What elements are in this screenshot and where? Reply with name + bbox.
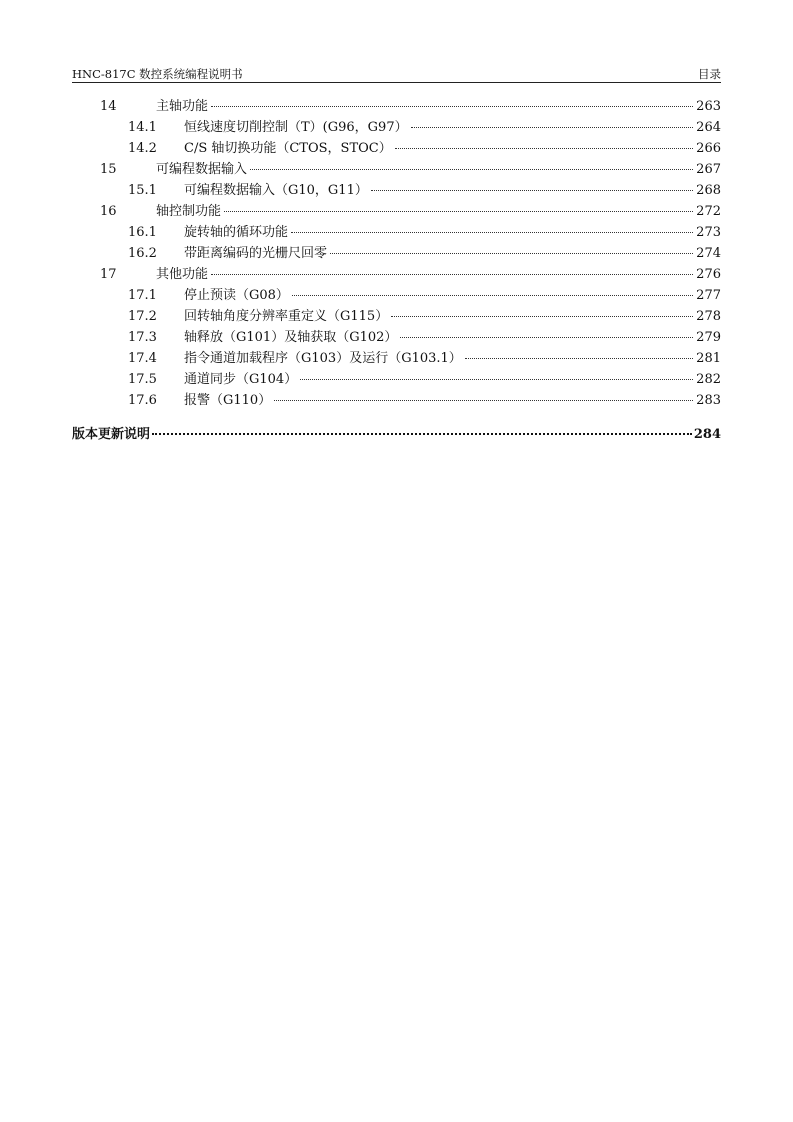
- section-name: 目录: [698, 67, 721, 81]
- dot-leader: [330, 253, 693, 254]
- toc-entry-17-5[interactable]: [72, 369, 721, 390]
- toc-title: 轴释放（G101）及轴获取（G102）: [184, 330, 398, 345]
- toc-page-number: 278: [696, 309, 721, 324]
- toc-page-number: 266: [696, 141, 721, 156]
- toc-entry-17-1[interactable]: [72, 285, 721, 306]
- toc-page-number: 279: [696, 330, 721, 345]
- toc-page-number: 274: [696, 246, 721, 261]
- toc-entry-17-3[interactable]: [72, 327, 721, 348]
- page-header: [72, 60, 721, 83]
- toc-entry-15-1[interactable]: [72, 180, 721, 201]
- toc-number: 17.1: [128, 288, 157, 303]
- toc-page-number: 273: [696, 225, 721, 240]
- toc-title: 主轴功能: [156, 99, 209, 114]
- toc-page-number: 281: [696, 351, 721, 366]
- toc-title: 指令通道加载程序（G103）及运行（G103.1）: [184, 351, 462, 366]
- document-title: HNC-817C 数控系统编程说明书: [72, 67, 243, 81]
- toc-entry-14-2[interactable]: [72, 138, 721, 159]
- toc-page-number: 264: [696, 120, 721, 135]
- toc-entry-17[interactable]: [72, 264, 721, 285]
- dot-leader: [250, 169, 693, 170]
- toc-title: 其他功能: [156, 267, 209, 282]
- toc-number: 17.3: [128, 330, 157, 345]
- dot-leader: [395, 148, 693, 149]
- dot-leader: [291, 232, 693, 233]
- toc-title: 恒线速度切削控制（T）(G96，G97）: [184, 120, 408, 135]
- toc-number: 17.6: [128, 393, 157, 408]
- toc-title: 停止预读（G08）: [184, 288, 289, 303]
- toc-page-number: 282: [696, 372, 721, 387]
- toc-number: 14.2: [128, 141, 157, 156]
- dot-leader: [274, 400, 693, 401]
- dot-leader: [465, 358, 693, 359]
- toc-number: 14: [100, 99, 117, 114]
- toc-number: 15: [100, 162, 117, 177]
- toc-entry-14-1[interactable]: [72, 117, 721, 138]
- toc-number: 14.1: [128, 120, 157, 135]
- toc-title: 回转轴角度分辨率重定义（G115）: [184, 309, 389, 324]
- toc-entry-17-2[interactable]: [72, 306, 721, 327]
- toc-number: 17.2: [128, 309, 157, 324]
- toc-page-number: 277: [696, 288, 721, 303]
- toc-title: 旋转轴的循环功能: [184, 225, 289, 240]
- toc-number: 17: [100, 267, 117, 282]
- dot-leader: [371, 190, 693, 191]
- toc-entry-14[interactable]: [72, 96, 721, 117]
- table-of-contents: [72, 96, 721, 411]
- toc-title: 报警（G110）: [184, 393, 272, 408]
- toc-title: C/S 轴切换功能（CTOS，STOC）: [184, 141, 392, 156]
- dot-leader: [211, 274, 693, 275]
- dot-leader: [400, 337, 693, 338]
- toc-entry-16-2[interactable]: [72, 243, 721, 264]
- toc-number: 16.1: [128, 225, 157, 240]
- toc-page-number: 283: [696, 393, 721, 408]
- dot-leader: [292, 295, 693, 296]
- dot-leader: [152, 433, 692, 435]
- dot-leader: [411, 127, 694, 128]
- toc-title: 版本更新说明: [72, 427, 151, 442]
- toc-entry-16[interactable]: [72, 201, 721, 222]
- toc-number: 17.5: [128, 372, 157, 387]
- toc-entry-17-6[interactable]: [72, 390, 721, 411]
- toc-page-number: 268: [696, 183, 721, 198]
- toc-title: 轴控制功能: [156, 204, 222, 219]
- toc-page-number: 276: [696, 267, 721, 282]
- toc-number: 16: [100, 204, 117, 219]
- toc-entry-16-1[interactable]: [72, 222, 721, 243]
- toc-page-number: 272: [696, 204, 721, 219]
- toc-number: 16.2: [128, 246, 157, 261]
- toc-page-number: 284: [693, 427, 721, 442]
- toc-number: 15.1: [128, 183, 157, 198]
- toc-number: 17.4: [128, 351, 157, 366]
- toc-title: 可编程数据输入: [156, 162, 248, 177]
- dot-leader: [211, 106, 693, 107]
- dot-leader: [300, 379, 693, 380]
- toc-entry-version-notes[interactable]: [72, 424, 721, 445]
- toc-page-number: 263: [696, 99, 721, 114]
- toc-title: 带距离编码的光栅尺回零: [184, 246, 328, 261]
- toc-page-number: 267: [696, 162, 721, 177]
- toc-entry-15[interactable]: [72, 159, 721, 180]
- dot-leader: [391, 316, 693, 317]
- toc-title: 可编程数据输入（G10，G11）: [184, 183, 368, 198]
- toc-entry-17-4[interactable]: [72, 348, 721, 369]
- dot-leader: [224, 211, 693, 212]
- toc-title: 通道同步（G104）: [184, 372, 298, 387]
